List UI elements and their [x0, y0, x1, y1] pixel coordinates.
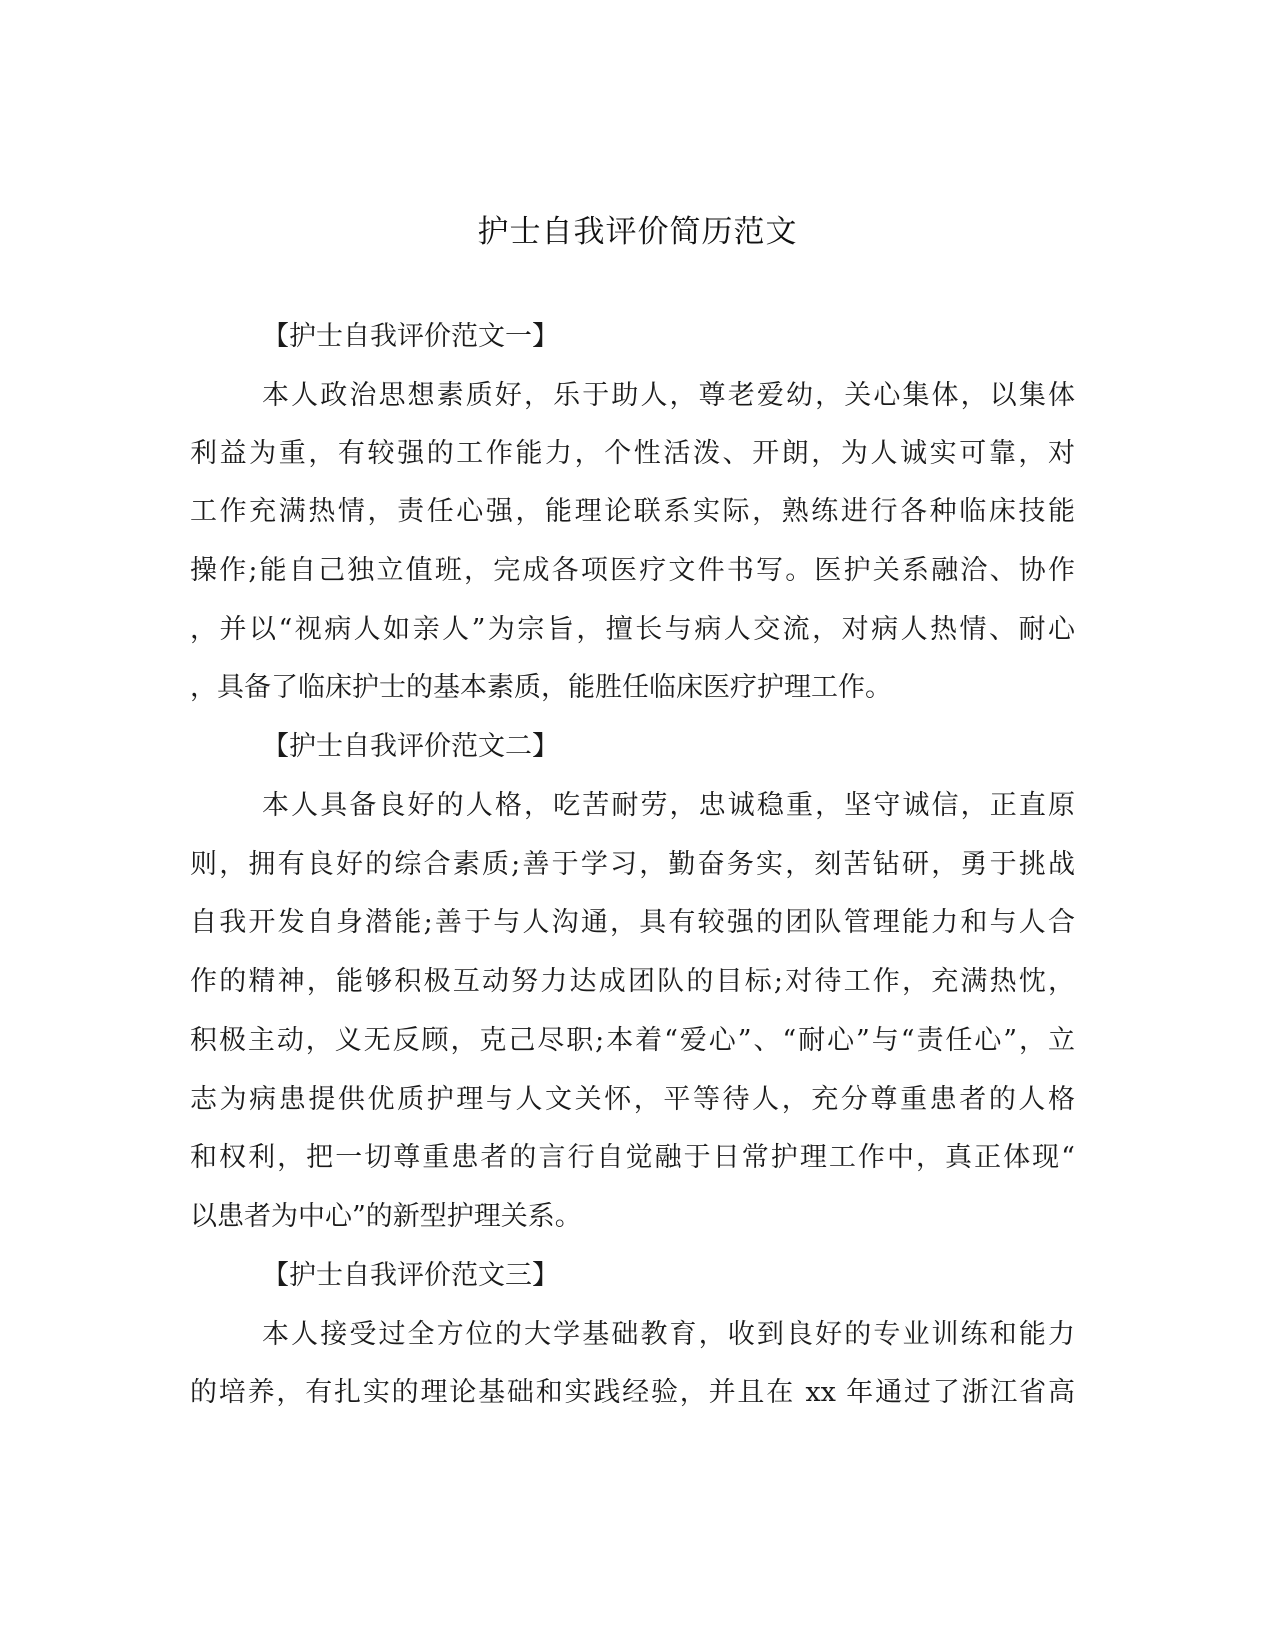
section-heading-2: 【护士自我评价范文二】 — [262, 731, 559, 762]
section-heading-1: 【护士自我评价范文一】 — [262, 321, 559, 352]
paragraph-line: 本人政治思想素质好，乐于助人，尊老爱幼，关心集体，以集体 — [262, 380, 1075, 411]
paragraph-line: 利益为重，有较强的工作能力，个性活泼、开朗，为人诚实可靠，对 — [190, 438, 1075, 469]
paragraph-line: 作的精神，能够积极互动努力达成团队的目标;对待工作，充满热忱， — [190, 966, 1075, 997]
paragraph-line: 志为病患提供优质护理与人文关怀，平等待人，充分尊重患者的人格 — [190, 1084, 1075, 1115]
paragraph-line: 和权利，把一切尊重患者的言行自觉融于日常护理工作中，真正体现“ — [190, 1142, 1075, 1173]
paragraph-line: 自我开发自身潜能;善于与人沟通，具有较强的团队管理能力和与人合 — [190, 907, 1075, 938]
paragraph-line: 工作充满热情，责任心强，能理论联系实际，熟练进行各种临床技能 — [190, 496, 1075, 527]
paragraph-line: 则，拥有良好的综合素质;善于学习，勤奋务实，刻苦钻研，勇于挑战 — [190, 849, 1075, 880]
paragraph-line: 本人具备良好的人格，吃苦耐劳，忠诚稳重，坚守诚信，正直原 — [262, 790, 1075, 821]
paragraph-line: 积极主动，义无反顾，克己尽职;本着“爱心”、“耐心”与“责任心”，立 — [190, 1025, 1075, 1056]
section-heading-3: 【护士自我评价范文三】 — [262, 1260, 559, 1291]
paragraph-line: 操作;能自己独立值班，完成各项医疗文件书写。医护关系融洽、协作 — [190, 555, 1075, 586]
paragraph-line: 的培养，有扎实的理论基础和实践经验，并且在 xx 年通过了浙江省高 — [190, 1377, 1075, 1408]
paragraph-line: 以患者为中心”的新型护理关系。 — [190, 1201, 582, 1232]
document-title: 护士自我评价简历范文 — [477, 214, 798, 250]
paragraph-line: ，并以“视病人如亲人”为宗旨，擅长与病人交流，对病人热情、耐心 — [190, 614, 1075, 645]
paragraph-line: ，具备了临床护士的基本素质，能胜任临床医疗护理工作。 — [190, 672, 892, 703]
paragraph-line: 本人接受过全方位的大学基础教育，收到良好的专业训练和能力 — [262, 1319, 1075, 1350]
